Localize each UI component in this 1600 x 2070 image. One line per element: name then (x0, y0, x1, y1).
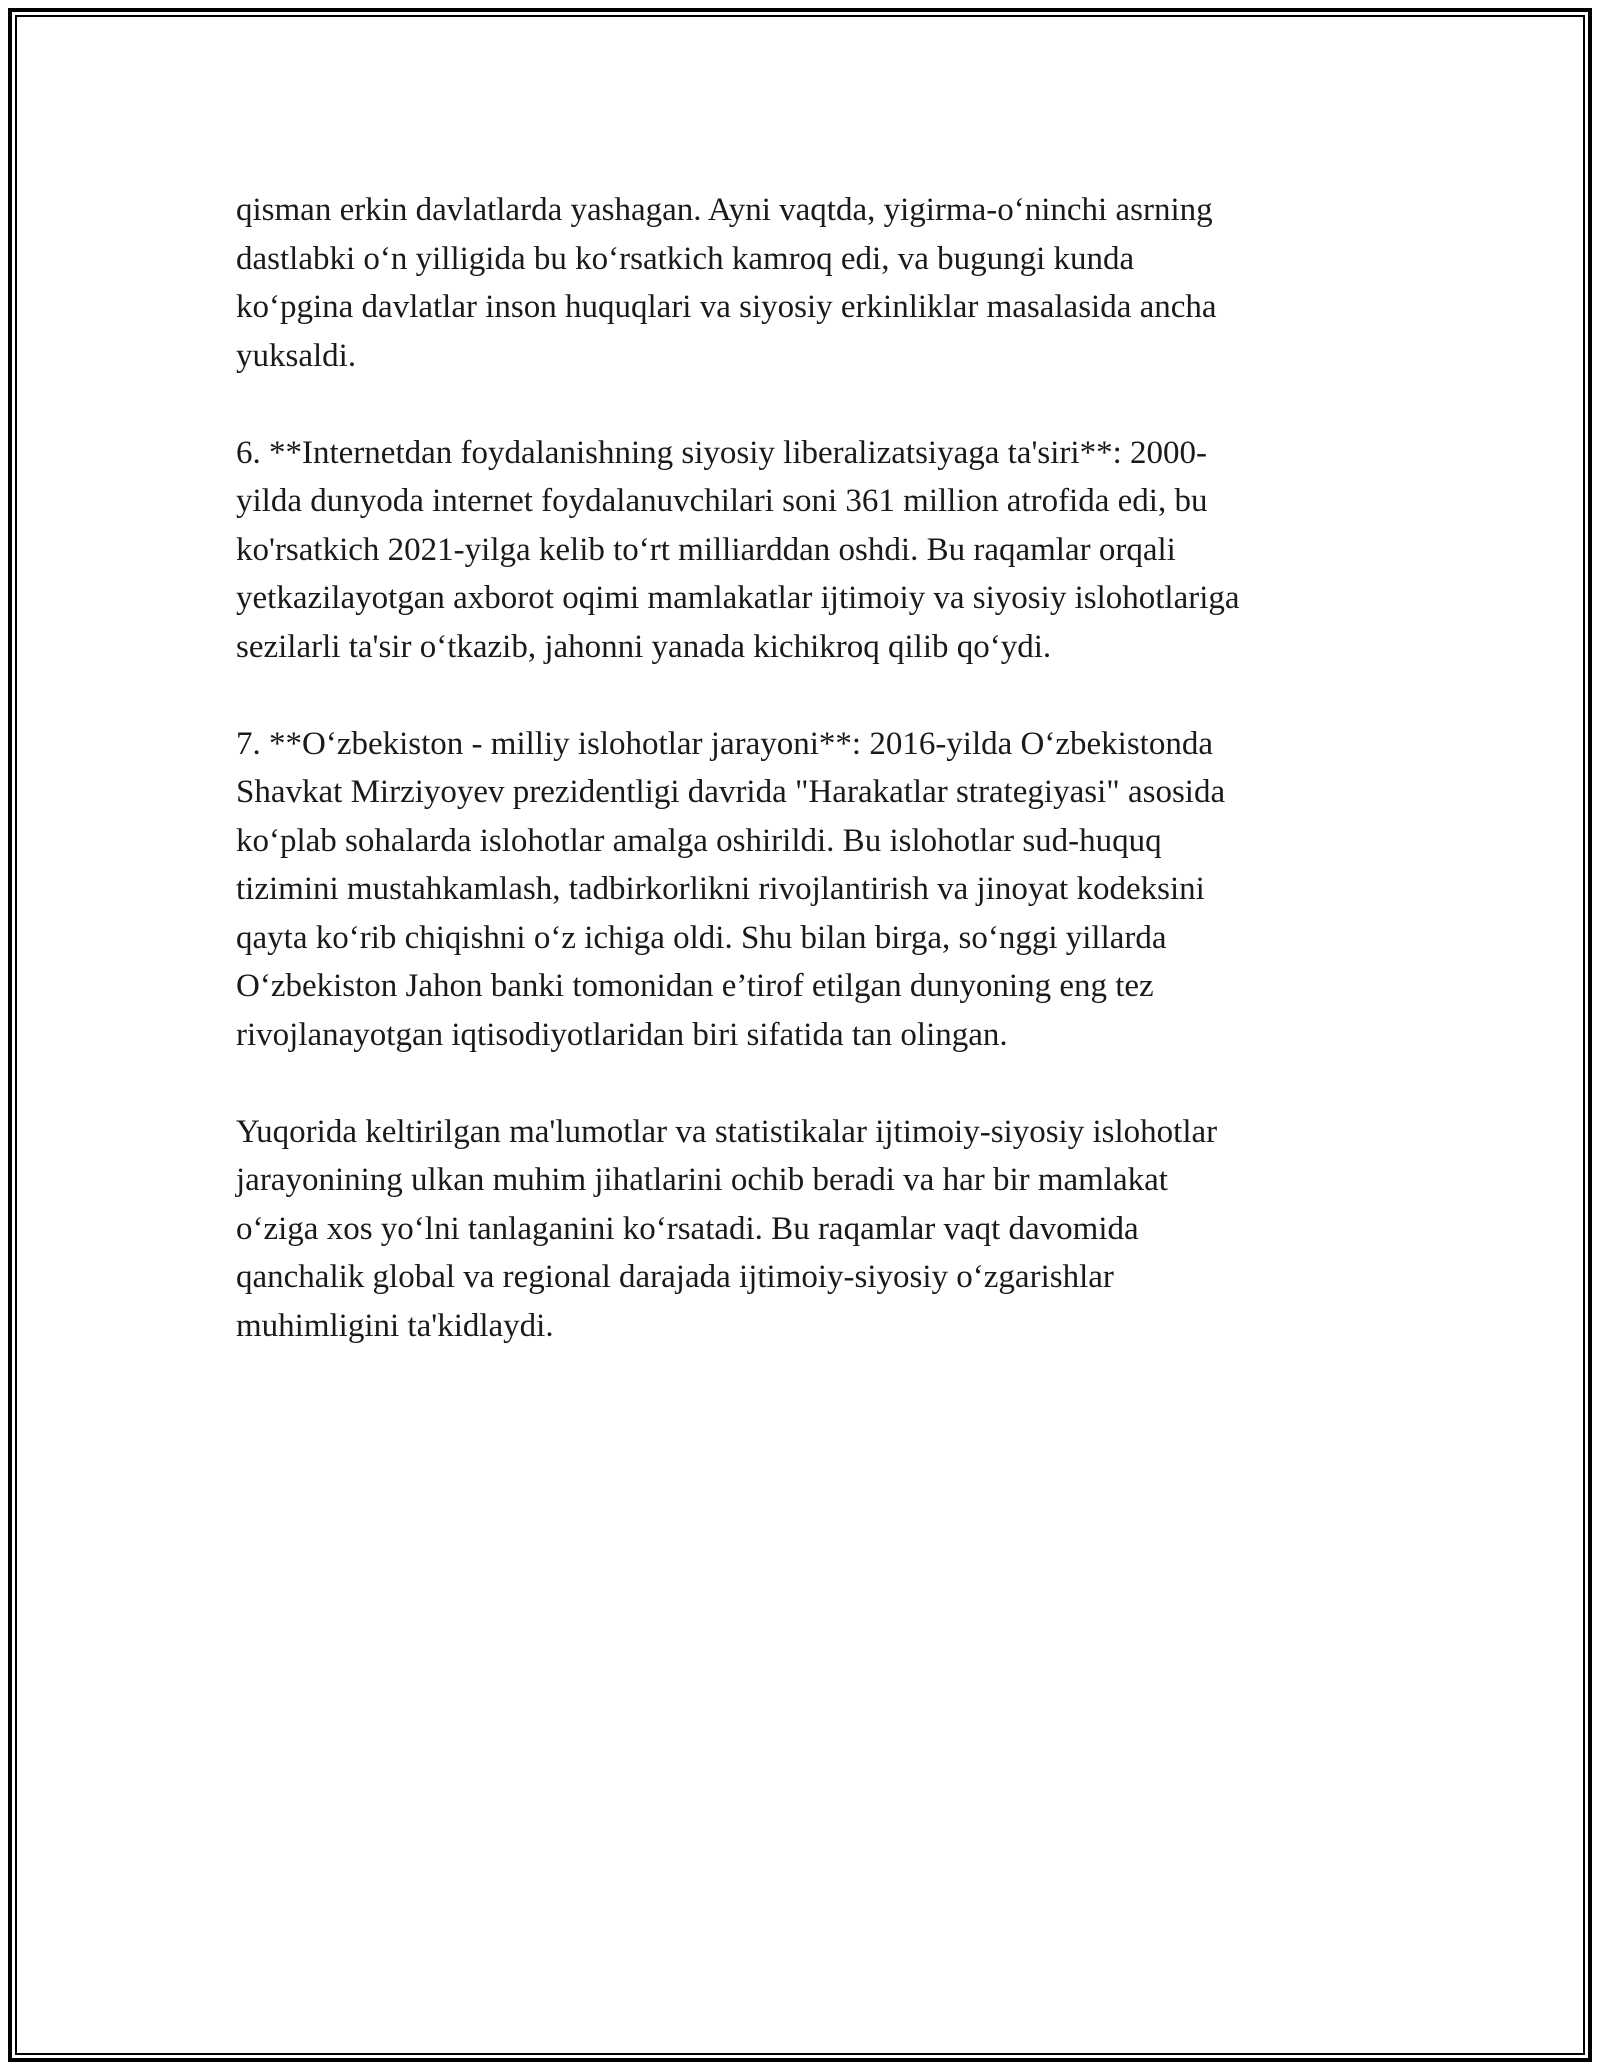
paragraph-item-7-uzbekistan: 7. **Oʻzbekiston - milliy islohotlar jarayoni**: 2016-yilda Oʻzbekistonda Shavkat Mirziyoyev prezidentligi davrida "Harakatlar strategiyasi" asosida koʻplab sohalarda islohotlar amalga oshirildi. Bu islohotlar sud-huquq tizimini mustahkamlash, tadbirkorlikni rivojlantirish va jinoyat kodeksini qayta koʻrib chiqishni oʻz ichiga oldi. Shu bilan birga, soʻnggi yillarda Oʻzbekiston Jahon banki tomonidan e’tirof etilgan dunyoning eng tez rivojlanayotgan iqtisodiyotlaridan biri sifatida tan olingan. (236, 725, 1226, 1053)
paragraph-item-6-internet: 6. **Internetdan foydalanishning siyosiy liberalizatsiyaga ta'siri**: 2000- yilda dunyoda internet foydalanuvchilari soni 361 million atrofida edi, bu ko'rsatkich 2021-yilga kelib toʻrt milliarddan oshdi. Bu raqamlar orqali yetkazilayotgan axborot oqimi mamlakatlar ijtimoiy va siyosiy islohotlariga sezilarli ta'sir oʻtkazib, jahonni yanada kichikroq qilib qoʻydi. (236, 434, 1240, 665)
paragraph-conclusion: Yuqorida keltirilgan ma'lumotlar va statistikalar ijtimoiy-siyosiy islohotlar jarayonining ulkan muhim jihatlarini ochib beradi va har bir mamlakat oʻziga xos yoʻlni tanlaganini koʻrsatadi. Bu raqamlar vaqt davomida qanchalik global va regional darajada ijtimoiy-siyosiy oʻzgarishlar muhimligini ta'kidlaydi. (236, 1113, 1218, 1344)
document-body (236, 186, 1366, 1399)
paragraph-continuation: qisman erkin davlatlarda yashagan. Ayni vaqtda, yigirma-oʻninchi asrning dastlabki oʻn yilligida bu koʻrsatkich kamroq edi, va bugungi kunda koʻpgina davlatlar inson huquqlari va siyosiy erkinliklar masalasida ancha yuksaldi. (236, 192, 1217, 374)
